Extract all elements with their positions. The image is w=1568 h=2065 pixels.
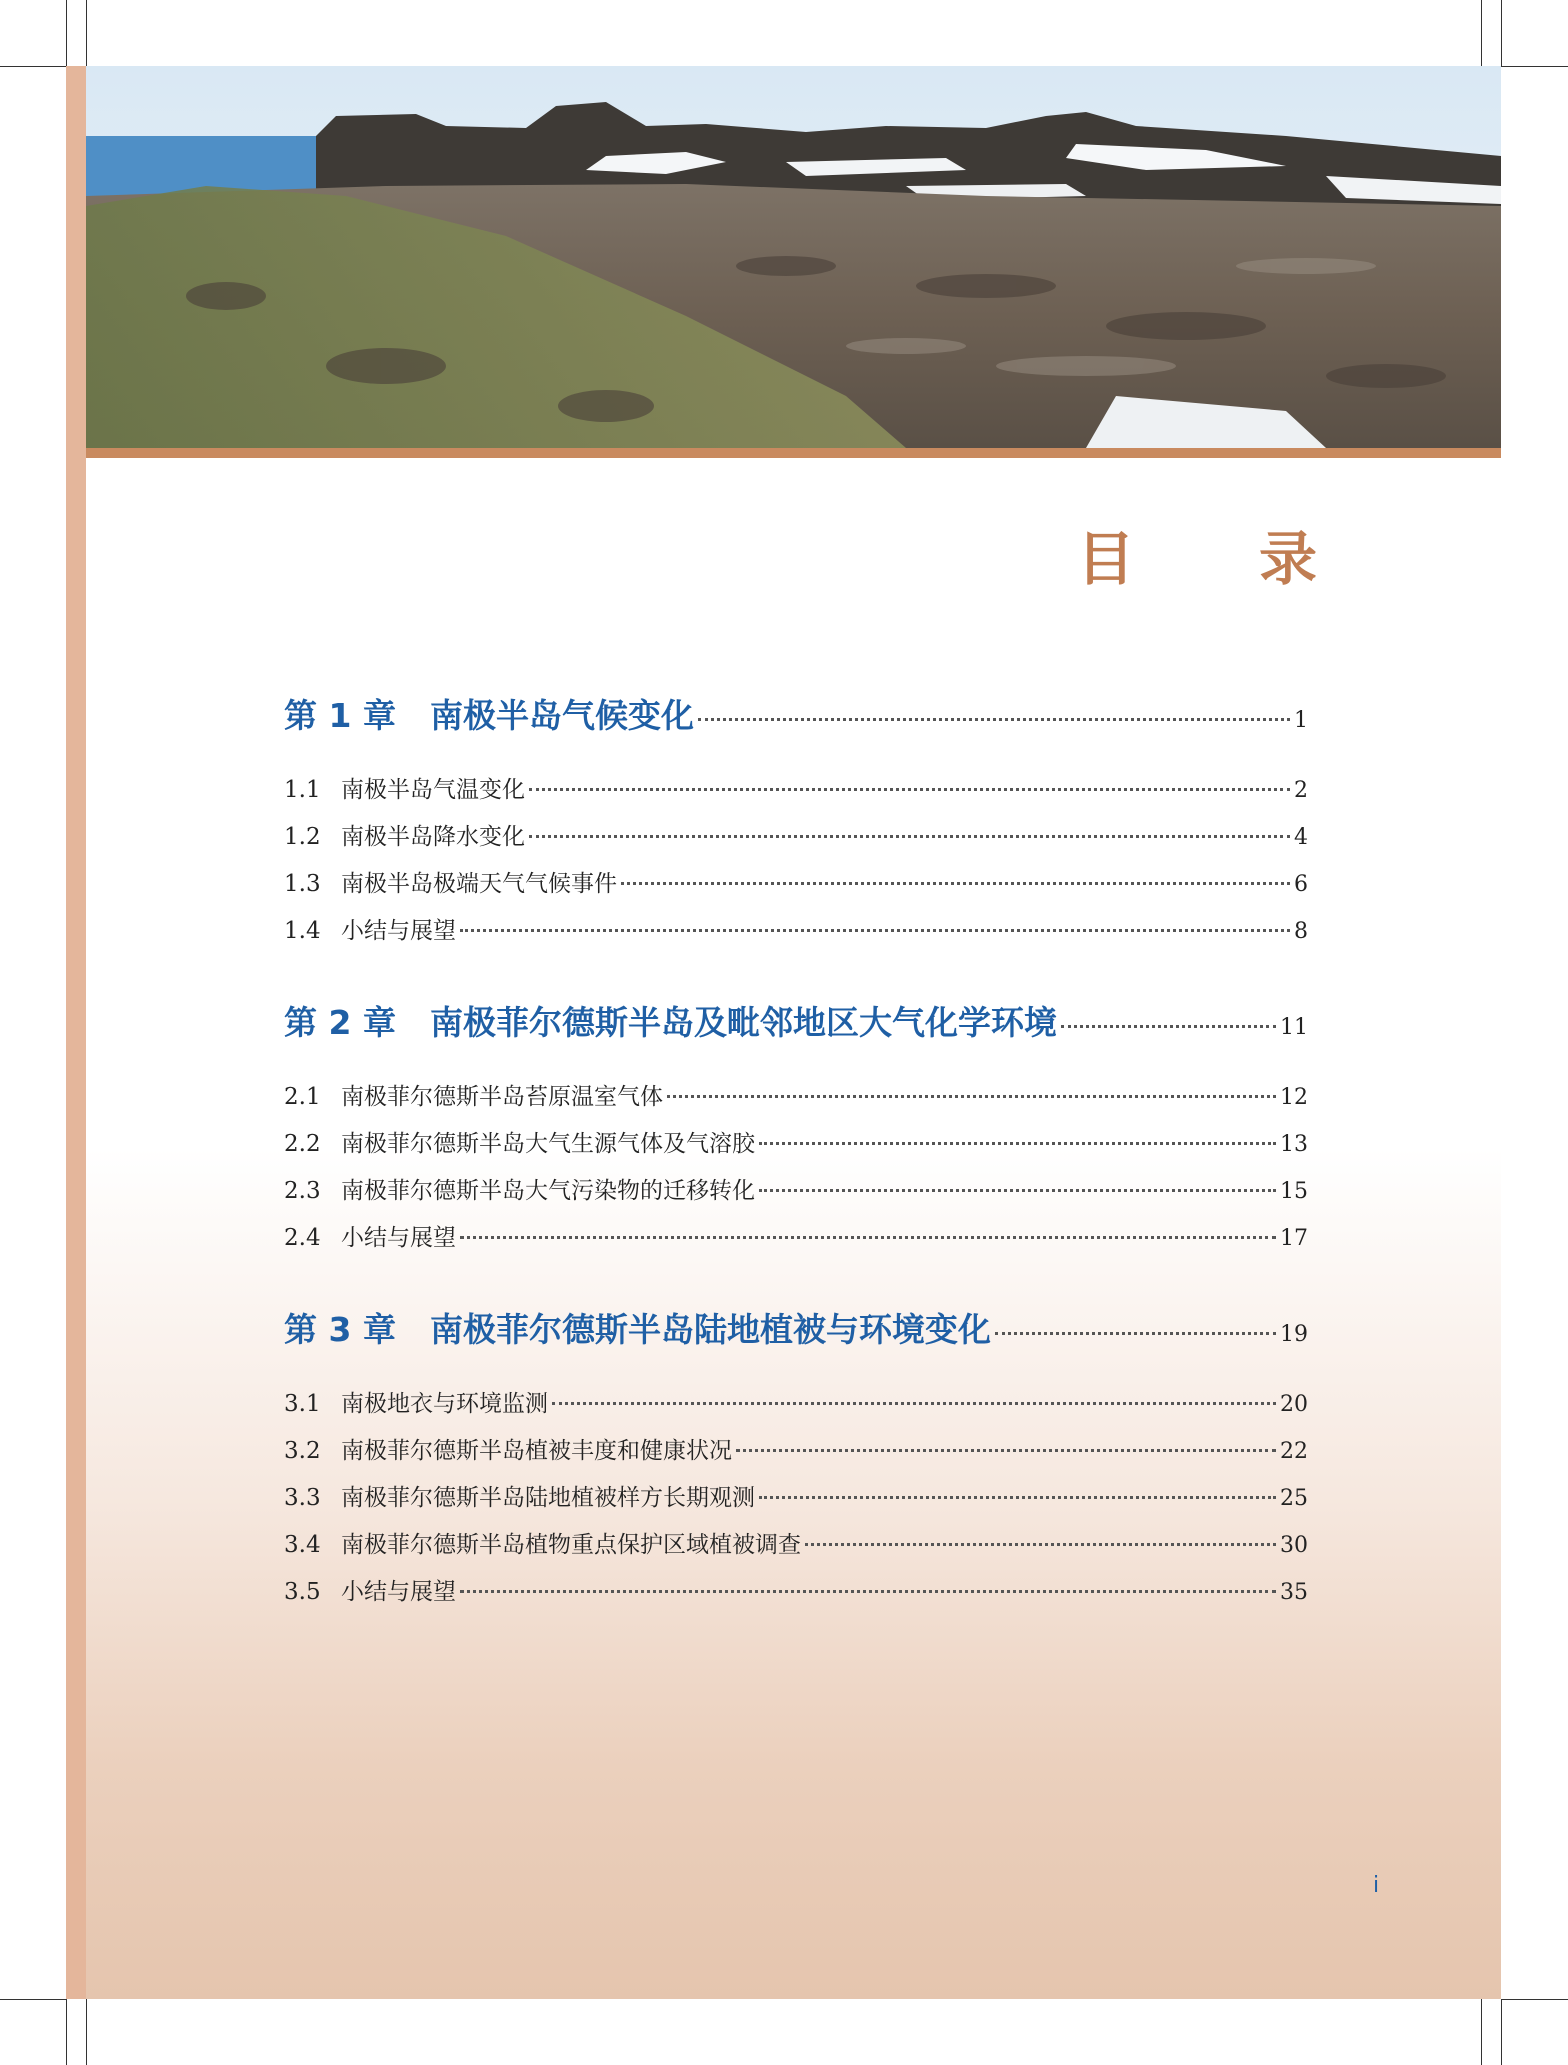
crop-mark	[1501, 0, 1502, 66]
toc-chapter-1[interactable]	[284, 690, 1308, 737]
dot-leader	[759, 1142, 1276, 1145]
section-title: 小结与展望	[341, 918, 456, 944]
page-number: 20	[1280, 1392, 1308, 1417]
toc-section[interactable]	[284, 1385, 1308, 1432]
page-number: 22	[1280, 1439, 1308, 1464]
dot-leader	[460, 1236, 1276, 1239]
toc-section[interactable]	[284, 771, 1308, 818]
page-number: 12	[1280, 1085, 1308, 1110]
section-number: 3.3	[284, 1485, 321, 1511]
folio-page-number: i	[1373, 1873, 1380, 1898]
crop-mark	[1501, 66, 1568, 67]
chapter-heading	[284, 997, 1057, 1044]
section-heading	[284, 1573, 456, 1606]
crop-mark	[66, 0, 67, 66]
page-number: 2	[1294, 778, 1308, 803]
section-title: 南极菲尔德斯半岛陆地植被样方长期观测	[341, 1485, 755, 1511]
dot-leader	[805, 1543, 1276, 1546]
section-number: 3.1	[284, 1391, 321, 1417]
toc-section[interactable]	[284, 912, 1308, 959]
crop-mark	[86, 1999, 87, 2065]
dot-leader	[1061, 1025, 1276, 1028]
chapter-number: 第 3 章	[284, 1310, 396, 1349]
section-heading	[284, 1526, 801, 1559]
toc-chapter-3[interactable]	[284, 1304, 1308, 1351]
toc-section[interactable]	[284, 1219, 1308, 1266]
dot-leader	[529, 835, 1290, 838]
crop-mark	[1501, 1999, 1568, 2000]
section-heading	[284, 1078, 663, 1111]
section-number: 2.4	[284, 1225, 321, 1251]
dot-leader	[759, 1496, 1276, 1499]
crop-mark	[0, 1999, 66, 2000]
dot-leader	[667, 1095, 1276, 1098]
section-title: 南极地衣与环境监测	[341, 1391, 548, 1417]
page-number: 30	[1280, 1533, 1308, 1558]
section-title: 南极菲尔德斯半岛大气生源气体及气溶胶	[341, 1131, 755, 1157]
crop-mark	[66, 1999, 67, 2065]
landscape-photo	[86, 66, 1501, 448]
spacer	[284, 959, 1308, 997]
toc-section[interactable]	[284, 1526, 1308, 1573]
section-number: 3.5	[284, 1579, 321, 1605]
page-number: 25	[1280, 1486, 1308, 1511]
section-number: 1.1	[284, 777, 321, 803]
page-number: 35	[1280, 1580, 1308, 1605]
crop-mark	[1481, 1999, 1482, 2065]
section-heading	[284, 771, 525, 804]
section-title: 小结与展望	[341, 1579, 456, 1605]
page-number: 11	[1280, 1015, 1308, 1040]
section-title: 南极半岛降水变化	[341, 824, 525, 850]
section-number: 3.2	[284, 1438, 321, 1464]
section-number: 1.3	[284, 871, 321, 897]
chapter-title: 南极半岛气候变化	[430, 696, 694, 735]
table-of-contents	[284, 690, 1308, 1620]
chapter-title: 南极菲尔德斯半岛及毗邻地区大气化学环境	[430, 1003, 1057, 1042]
section-heading	[284, 1432, 732, 1465]
crop-mark	[1481, 0, 1482, 66]
toc-chapter-2[interactable]	[284, 997, 1308, 1044]
dot-leader	[529, 788, 1290, 791]
dot-leader	[460, 1590, 1276, 1593]
photo-accent-band	[86, 448, 1501, 458]
dot-leader	[552, 1402, 1276, 1405]
section-number: 1.4	[284, 918, 321, 944]
section-title: 南极半岛极端天气气候事件	[341, 871, 617, 897]
dot-leader	[759, 1189, 1276, 1192]
crop-mark	[0, 66, 66, 67]
chapter-heading	[284, 1304, 991, 1351]
toc-section[interactable]	[284, 1573, 1308, 1620]
section-title: 南极菲尔德斯半岛大气污染物的迁移转化	[341, 1178, 755, 1204]
section-heading	[284, 818, 525, 851]
page-number: 8	[1294, 919, 1308, 944]
section-heading	[284, 1219, 456, 1252]
dot-leader	[621, 882, 1290, 885]
spacer	[284, 1266, 1308, 1304]
page-number: 4	[1294, 825, 1308, 850]
section-heading	[284, 1125, 755, 1158]
dot-leader	[698, 718, 1290, 721]
toc-section[interactable]	[284, 1078, 1308, 1125]
chapter-heading	[284, 690, 694, 737]
page-number: 13	[1280, 1132, 1308, 1157]
page-title: 目 录	[1076, 525, 1369, 593]
chapter-number: 第 1 章	[284, 696, 396, 735]
section-number: 2.3	[284, 1178, 321, 1204]
section-heading	[284, 1385, 548, 1418]
toc-section[interactable]	[284, 865, 1308, 912]
chapter-number: 第 2 章	[284, 1003, 396, 1042]
page-number: 19	[1280, 1322, 1308, 1347]
section-number: 1.2	[284, 824, 321, 850]
landscape-photo-illustration	[86, 66, 1501, 448]
section-number: 3.4	[284, 1532, 321, 1558]
section-title: 南极半岛气温变化	[341, 777, 525, 803]
crop-mark	[1501, 1999, 1502, 2065]
dot-leader	[736, 1449, 1276, 1452]
toc-section[interactable]	[284, 818, 1308, 865]
crop-mark	[86, 0, 87, 66]
toc-section[interactable]	[284, 1172, 1308, 1219]
section-number: 2.1	[284, 1084, 321, 1110]
section-heading	[284, 865, 617, 898]
toc-section[interactable]	[284, 1125, 1308, 1172]
section-number: 2.2	[284, 1131, 321, 1157]
section-title: 南极菲尔德斯半岛植物重点保护区域植被调查	[341, 1532, 801, 1558]
page-number: 17	[1280, 1226, 1308, 1251]
section-heading	[284, 1172, 755, 1205]
page-number: 15	[1280, 1179, 1308, 1204]
section-heading	[284, 1479, 755, 1512]
section-title: 南极菲尔德斯半岛植被丰度和健康状况	[341, 1438, 732, 1464]
dot-leader	[995, 1332, 1276, 1335]
section-heading	[284, 912, 456, 945]
page-number: 1	[1294, 708, 1308, 733]
section-title: 小结与展望	[341, 1225, 456, 1251]
section-title: 南极菲尔德斯半岛苔原温室气体	[341, 1084, 663, 1110]
page-spine	[66, 66, 86, 1999]
chapter-title: 南极菲尔德斯半岛陆地植被与环境变化	[430, 1310, 991, 1349]
toc-section[interactable]	[284, 1432, 1308, 1479]
page-number: 6	[1294, 872, 1308, 897]
toc-section[interactable]	[284, 1479, 1308, 1526]
dot-leader	[460, 929, 1290, 932]
